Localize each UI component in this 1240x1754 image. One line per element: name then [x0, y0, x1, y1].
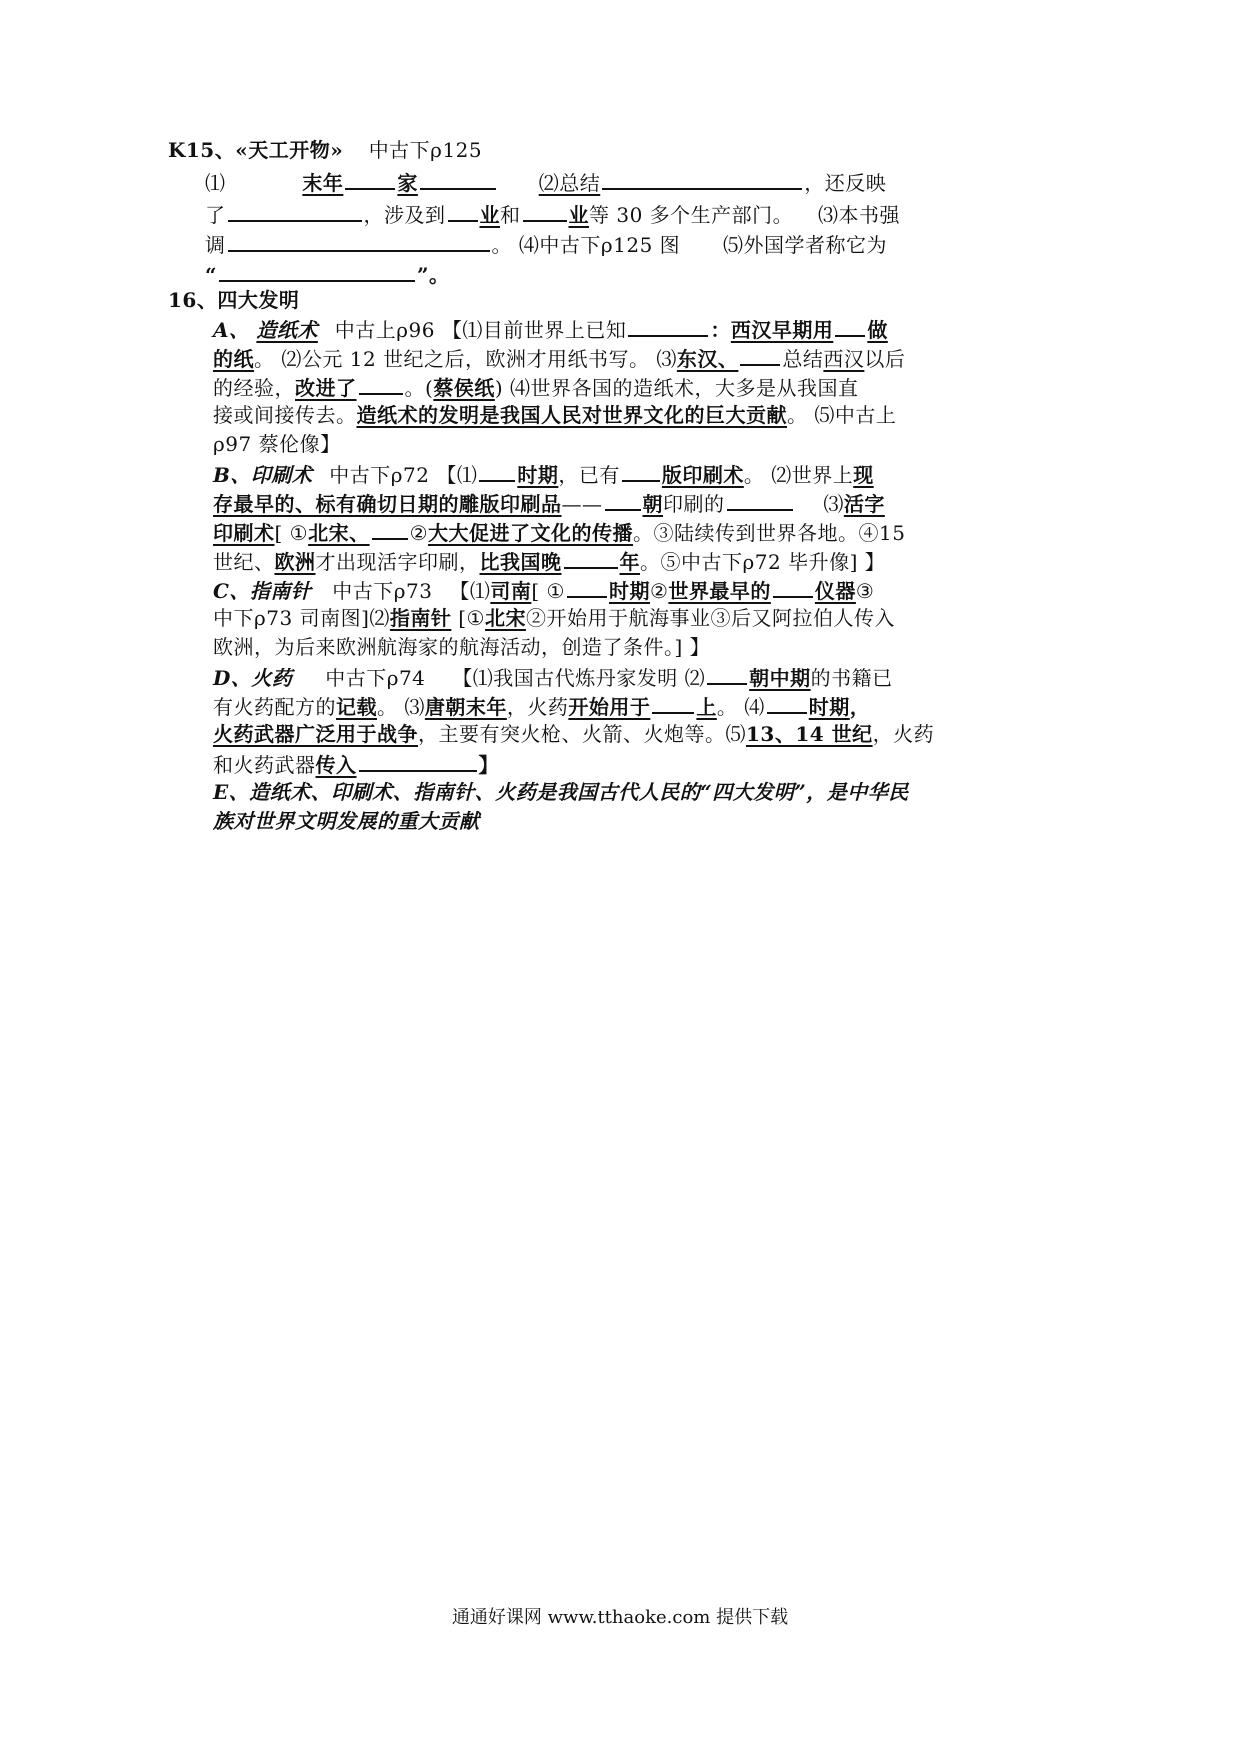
q15-item-3: ⑶本书强 — [818, 203, 901, 227]
q16-a-name: 造纸术 — [256, 318, 318, 342]
q16-d-text: 13、14 世纪 — [746, 722, 873, 746]
q16-d-blank — [359, 748, 477, 772]
q16-d-text: 开始用于 — [568, 695, 651, 719]
q16-a-line-1 — [213, 313, 888, 345]
q16-a-line-5: ρ97 蔡伦像】 — [213, 432, 341, 456]
q16-c-text: 【⑴ — [449, 579, 491, 603]
q16-b-text: 才出现活字印刷， — [315, 550, 480, 574]
q16-c-text: ②开始用于航海事业③后又阿拉伯人传入 — [525, 606, 895, 630]
q16-d-blank — [707, 661, 747, 685]
q16-e-line-1: E、造纸术、印刷术、指南针、火药是我国古代人民的“四大发明”，是中华民 — [213, 780, 909, 804]
q16-b-blank — [727, 487, 793, 511]
q16-a-line-3 — [213, 371, 858, 403]
q15-blank-monian: 末年 — [302, 171, 344, 195]
q15-text: 和 — [500, 203, 521, 227]
q16-heading: 16、四大发明 — [168, 288, 300, 312]
q16-c-text: [① — [458, 606, 485, 630]
q16-b-line-2 — [213, 487, 885, 519]
q16-d-label: D、 — [213, 666, 252, 690]
q16-b-text: 朝 — [642, 492, 663, 516]
q16-a-text: 以后 — [864, 347, 906, 371]
q15-text: 调 — [205, 233, 226, 257]
q15-blank-jia: 家 — [397, 171, 418, 195]
q15-blank — [523, 198, 567, 222]
q16-a-label: A、 — [213, 318, 250, 342]
q16-b-blank — [479, 458, 515, 482]
q16-b-text: 印刷术 — [213, 521, 275, 545]
q16-b-text: 大大促进了文化的传播 — [428, 521, 634, 545]
q16-a-text: 改进了 — [295, 376, 357, 400]
q15-ref: 中古下ρ125 — [368, 138, 483, 162]
q16-a-blank — [628, 313, 708, 337]
q16-b-line-4 — [213, 545, 885, 577]
q16-b-text: 。 ⑵世界上 — [743, 463, 854, 487]
q16-a-blank — [835, 313, 865, 337]
q16-d-text: 和火药武器 — [213, 753, 316, 777]
q16-b-blank — [622, 458, 660, 482]
q16-b-blank — [372, 516, 408, 540]
q16-a-text: 做 — [867, 318, 888, 342]
q16-c-blank — [773, 574, 813, 598]
q16-d-text: 】 — [478, 753, 499, 777]
q16-b-blank — [564, 545, 618, 569]
q15-line-2 — [205, 198, 900, 230]
q16-d-text: ，火药 — [872, 722, 935, 746]
q16-b-text: 比我国晚 — [479, 550, 562, 574]
q16-d-text: 上 — [696, 695, 717, 719]
q15-blank — [448, 198, 478, 222]
q16-b-text: ② — [409, 521, 429, 545]
q16-a-text: 。 ⑵公元 12 世纪之后，欧洲才用纸书写。 ⑶ — [254, 347, 677, 371]
q16-d-text: 【⑴我国古代炼丹家发明 ⑵ — [452, 666, 706, 690]
q15-blank — [228, 228, 490, 252]
q16-b-name: 印刷术 — [250, 463, 313, 487]
q16-d-text: ，主要有突火枪、火箭、火炮等。⑸ — [418, 722, 746, 746]
q15-blank-ye2: 业 — [568, 203, 589, 227]
q15-item-2: ⑵总结 — [538, 171, 601, 195]
q16-d-line-3 — [213, 719, 934, 749]
q16-d-text: 。 ⑷ — [716, 695, 765, 719]
q16-a-text: 接或间接传去。 — [213, 403, 357, 427]
q15-text: 了 — [205, 203, 226, 227]
q15-item-1: ⑴ — [205, 171, 226, 195]
q16-c-name: 指南针 — [249, 579, 312, 603]
q16-d-ref: 中古下ρ74 — [325, 666, 426, 690]
q15-text: ，还反映 — [804, 171, 887, 195]
q16-b-blank — [605, 487, 641, 511]
q16-c-line-1 — [213, 574, 874, 606]
q16-d-line-4 — [213, 748, 499, 780]
q16-d-text: ，火药 — [506, 695, 569, 719]
q16-c-label: C、 — [213, 579, 250, 603]
q16-b-text: ⑶ — [823, 492, 844, 516]
q16-d-blank — [652, 690, 694, 714]
q16-b-text: 世纪、 — [213, 550, 275, 574]
q16-d-text: 朝中期 — [749, 666, 811, 690]
q16-a-text: 的纸 — [213, 347, 254, 371]
q16-d-line-1 — [213, 661, 893, 693]
q16-c-line-2 — [213, 603, 895, 633]
q15-text: ，涉及到 — [363, 203, 446, 227]
q16-b-text: 现 — [853, 463, 874, 487]
q16-c-text: 中下ρ73 司南图]⑵ — [213, 606, 390, 630]
q16-d-blank — [767, 690, 807, 714]
q16-d-text: 传入 — [315, 753, 357, 777]
q16-c-text: 时期 — [608, 579, 650, 603]
q16-d-text: 有火药配方的 — [213, 695, 336, 719]
q16-b-text: 。③陆续传到世界各地。④15 — [633, 521, 906, 545]
q16-b-text: 欧洲 — [274, 550, 316, 574]
q16-a-text: 西汉 — [823, 347, 865, 371]
q16-c-line-3: 欧洲，为后来欧洲航海家的航海活动，创造了条件。] 】 — [213, 635, 711, 659]
q16-b-text: 【⑴ — [436, 463, 478, 487]
q16-a-text: 蔡侯纸 — [433, 376, 495, 400]
q16-a-text: 总结 — [782, 347, 824, 371]
q15-heading-line — [168, 135, 482, 165]
q15-text: 等 30 多个生产部门。 — [589, 203, 794, 227]
q16-d-line-2 — [213, 690, 870, 722]
q16-c-ref: 中古下ρ73 — [332, 579, 433, 603]
q16-c-text: 世界最早的 — [668, 579, 771, 603]
q16-b-text: 印刷的 — [663, 492, 725, 516]
q15-line-3 — [205, 228, 887, 260]
q16-a-key-statement: 造纸术的发明是我国人民对世界文化的巨大贡献 — [356, 403, 787, 427]
q16-a-text: ： — [710, 318, 731, 342]
q15-heading: K15、«天工开物» — [168, 138, 344, 162]
q16-a-text: 【⑴目前世界上已知 — [441, 318, 627, 342]
q16-b-text: 时期 — [517, 463, 559, 487]
q16-b-text: 存最早的、标有确切日期的雕版印刷品 — [213, 492, 562, 516]
q16-d-text: 唐朝末年 — [424, 695, 507, 719]
q16-e-line-2: 族对世界文明发展的重大贡献 — [213, 809, 480, 833]
q16-a-text: ) ⑷世界各国的造纸术，大多是从我国直 — [494, 376, 859, 400]
q16-d-text: 的书籍已 — [810, 666, 893, 690]
q16-a-ref: 中古上ρ96 — [334, 318, 435, 342]
q16-c-text: ② — [649, 579, 669, 603]
page-footer: 通通好课网 www.tthaoke.com 提供下载 — [451, 1607, 789, 1628]
q16-d-text: 记载 — [336, 695, 377, 719]
q16-c-text: ③ — [855, 579, 875, 603]
q16-c-text: [ ① — [531, 579, 565, 603]
q16-b-text: [ ① — [274, 521, 309, 545]
q16-d-text: 。 ⑶ — [377, 695, 425, 719]
q15-item-5: ⑸外国学者称它为 — [723, 233, 888, 257]
q15-line-1 — [205, 166, 886, 198]
q16-b-text: 活字 — [843, 492, 885, 516]
q16-c-blank — [567, 574, 607, 598]
q16-a-text: 西汉早期用 — [730, 318, 834, 342]
q15-blank — [228, 198, 362, 222]
q15-quote-open: “ — [205, 263, 218, 287]
q16-b-line-1 — [213, 458, 874, 490]
q16-a-blank — [359, 371, 403, 395]
q15-blank-ye1: 业 — [479, 203, 500, 227]
q16-a-text: 。( — [404, 376, 434, 400]
q15-blank — [602, 166, 802, 190]
q16-a-text: 的经验， — [213, 376, 295, 400]
q16-c-text: 指南针 — [389, 606, 452, 630]
q15-blank — [345, 166, 395, 190]
q15-item-4: 。 ⑷中古下ρ125 图 — [491, 233, 681, 257]
q16-a-line-4 — [213, 400, 896, 430]
q16-c-text: 北宋 — [484, 606, 526, 630]
q15-blank — [219, 258, 415, 282]
q15-quote-close: ”。 — [417, 263, 450, 287]
q16-a-blank — [740, 342, 780, 366]
q15-blank — [420, 166, 496, 190]
q16-c-text: 司南 — [490, 579, 532, 603]
q16-d-text: 时期 — [808, 695, 850, 719]
q16-c-text: 仪器 — [814, 579, 856, 603]
q16-d-name: 火药 — [251, 666, 293, 690]
q16-a-text: 东汉、 — [676, 347, 739, 371]
q16-b-text: 年 — [619, 550, 640, 574]
q16-b-text: 北宋、 — [308, 521, 370, 545]
q16-b-text: 。⑤中古下ρ72 毕升像] 】 — [640, 550, 886, 574]
q16-b-text: 版印刷术 — [661, 463, 744, 487]
q16-d-text: 火药武器广泛用于战争 — [213, 722, 418, 746]
q16-a-text: 。 ⑸中古上 — [787, 403, 897, 427]
q16-b-text: ，已有 — [558, 463, 620, 487]
q16-b-label: B、 — [213, 463, 251, 487]
q16-b-line-3 — [213, 516, 905, 548]
q16-d-text: ， — [849, 695, 871, 719]
q16-a-line-2 — [213, 342, 905, 374]
q16-b-text: —— — [561, 492, 603, 516]
q16-b-ref: 中古下ρ72 — [329, 463, 430, 487]
